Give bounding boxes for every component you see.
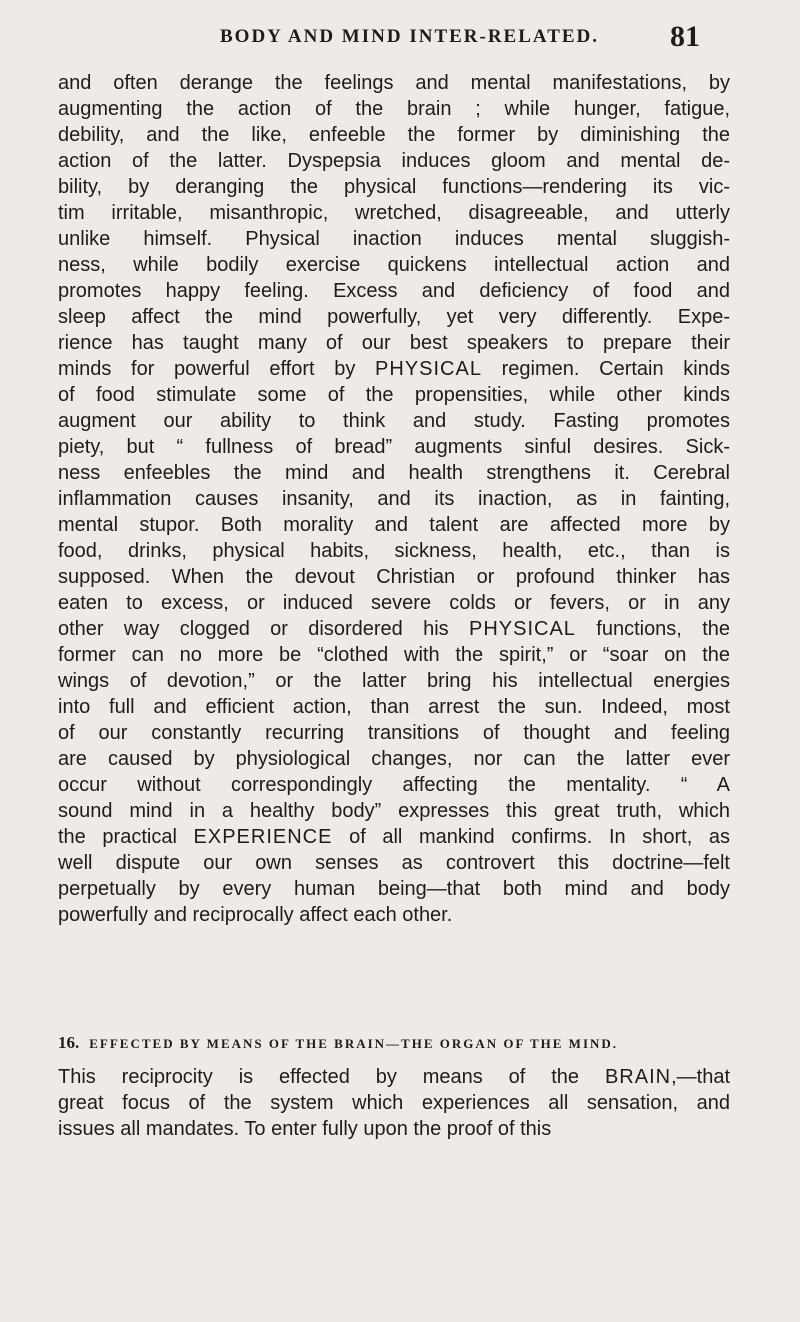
- text-line: action of the latter. Dyspepsia induces gloom and mental de-: [58, 150, 730, 172]
- text-line: issues all mandates. To enter fully upon the proof of this: [58, 1118, 552, 1140]
- running-head: [0, 20, 800, 54]
- text-line: unlike himself. Physical inaction induces mental sluggish-: [58, 228, 730, 250]
- text-line: rience has taught many of our best speakers to prepare their: [58, 332, 730, 354]
- text-line: supposed. When the devout Christian or profound thinker has: [58, 566, 730, 588]
- text-line: perpetually by every human being—that both mind and body: [58, 878, 730, 900]
- text-line: inflammation causes insanity, and its inaction, as in fainting,: [58, 488, 730, 510]
- section-heading: [58, 1033, 738, 1053]
- text-line: food, drinks, physical habits, sickness, health, etc., than is: [58, 540, 730, 562]
- text-line: ness, while bodily exercise quickens intellectual action and: [58, 254, 730, 276]
- text-line: former can no more be “clothed with the spirit,” or “soar on the: [58, 644, 730, 666]
- section-number: 16.: [58, 1033, 80, 1052]
- text-line: ness enfeebles the mind and health strengthens it. Cerebral: [58, 462, 730, 484]
- text-line: tim irritable, misanthropic, wretched, disagreeable, and utterly: [58, 202, 730, 224]
- text-line: are caused by physiological changes, nor can the latter ever: [58, 748, 730, 770]
- text-line: augment our ability to think and study. Fasting promotes: [58, 410, 730, 432]
- text-line: occur without correspondingly affecting the mentality. “ A: [58, 774, 730, 796]
- text-line: powerfully and reciprocally affect each other.: [58, 904, 453, 926]
- text-line: of food stimulate some of the propensities, while other kinds: [58, 384, 730, 406]
- running-head-title: BODY AND MIND INTER-RELATED.: [220, 26, 600, 47]
- text-line: piety, but “ fullness of bread” augments sinful desires. Sick-: [58, 436, 730, 458]
- paragraph-1: [58, 70, 730, 928]
- paragraph-2: [58, 1064, 730, 1142]
- page-number: 81: [670, 20, 700, 53]
- text-line: eaten to excess, or induced severe colds or fevers, or in any: [58, 592, 730, 614]
- text-line: of our constantly recurring transitions of thought and feeling: [58, 722, 730, 744]
- text-line: promotes happy feeling. Excess and deficiency of food and: [58, 280, 730, 302]
- text-line: minds for powerful effort by PHYSICAL regimen. Certain kinds: [58, 358, 730, 380]
- text-line: great focus of the system which experiences all sensation, and: [58, 1092, 730, 1114]
- text-line: bility, by deranging the physical functions—rendering its vic-: [58, 176, 730, 198]
- text-line: augmenting the action of the brain ; while hunger, fatigue,: [58, 98, 730, 120]
- text-line: and often derange the feelings and mental manifestations, by: [58, 72, 730, 94]
- text-line: well dispute our own senses as controvert this doctrine—felt: [58, 852, 730, 874]
- section-heading-text: EFFECTED BY MEANS OF THE BRAIN—THE ORGAN OF THE MIND.: [89, 1036, 619, 1051]
- text-line: other way clogged or disordered his PHYSICAL functions, the: [58, 618, 730, 640]
- text-line: mental stupor. Both morality and talent are affected more by: [58, 514, 730, 536]
- text-line: into full and efficient action, than arrest the sun. Indeed, most: [58, 696, 730, 718]
- text-line: sound mind in a healthy body” expresses this great truth, which: [58, 800, 730, 822]
- text-line: debility, and the like, enfeeble the former by diminishing the: [58, 124, 730, 146]
- text-line: sleep affect the mind powerfully, yet very differently. Expe-: [58, 306, 730, 328]
- text-line: wings of devotion,” or the latter bring his intellectual energies: [58, 670, 730, 692]
- text-line: This reciprocity is effected by means of the BRAIN,—that: [58, 1066, 730, 1088]
- text-line: the practical EXPERIENCE of all mankind confirms. In short, as: [58, 826, 730, 848]
